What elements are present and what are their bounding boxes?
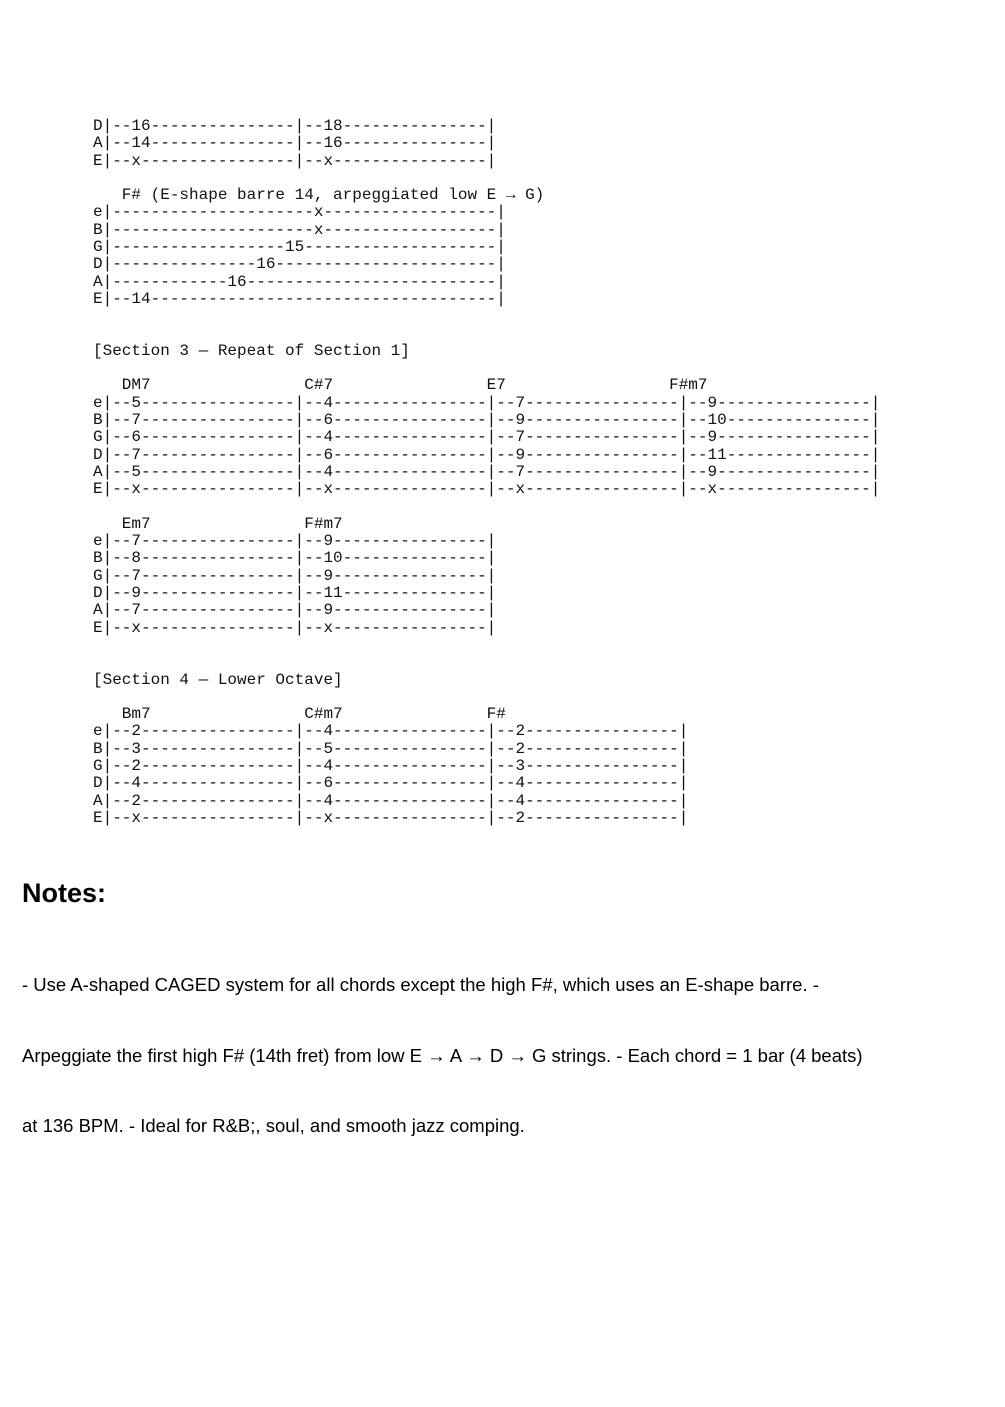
tab-line: B|--3----------------|--5----------------|--2----------------| [93,739,689,758]
tab-line: E|--x----------------|--x----------------| [93,618,497,637]
tab-line: D|--9----------------|--11---------------| [93,584,497,603]
notes-line: - Use A-shaped CAGED system for all chords except the high F#, which uses an E-shape barre. - [22,974,819,995]
tab-line [93,326,880,343]
tab-line [93,499,880,516]
tab-line [93,308,880,325]
tab-line: B|--7----------------|--6----------------|--9----------------|--10---------------| [93,411,881,430]
tab-line: A|--7----------------|--9----------------| [93,601,497,620]
notes-line: Arpeggiate the first high F# (14th fret) from low E → A → D → G strings. - Each chord = 1 bar (4 beats) [22,1044,863,1066]
tab-line [93,170,880,187]
tab-line: G|--6----------------|--4----------------|--7----------------|--9----------------| [93,428,881,447]
tab-line: [Section 3 — Repeat of Section 1] [93,341,410,360]
tab-line: e|---------------------x------------------| [93,203,506,222]
tab-line: e|--7----------------|--9----------------| [93,532,497,551]
guitar-tablature [93,118,880,827]
tab-line: B|---------------------x------------------| [93,220,506,239]
tab-line: E|--x----------------|--x----------------|--x----------------|--x----------------| [93,480,881,499]
tab-line: e|--2----------------|--4----------------|--2----------------| [93,722,689,741]
tab-line: G|--7----------------|--9----------------| [93,566,497,585]
tab-line: G|------------------15--------------------| [93,238,506,257]
tab-line: F# (E-shape barre 14, arpeggiated low E → G) [93,186,545,205]
tab-line: D|--7----------------|--6----------------|--9----------------|--11---------------| [93,445,881,464]
tab-line: [Section 4 — Lower Octave] [93,670,343,689]
tab-line: B|--8----------------|--10---------------| [93,549,497,568]
tab-line: e|--5----------------|--4----------------|--7----------------|--9----------------| [93,393,881,412]
tab-line: G|--2----------------|--4----------------|--3----------------| [93,756,689,775]
tab-line: Bm7 C#m7 F# [93,705,506,724]
tab-line: E|--x----------------|--x----------------|--2----------------| [93,808,689,827]
tab-line: A|--14---------------|--16---------------| [93,134,497,153]
notes-line: at 136 BPM. - Ideal for R&B;, soul, and smooth jazz comping. [22,1115,525,1136]
notes-body [22,926,863,1161]
tab-line [93,654,880,671]
tab-line: Em7 F#m7 [93,514,343,533]
tab-line: D|--16---------------|--18---------------| [93,117,497,135]
tab-line: A|--5----------------|--4----------------|--7----------------|--9----------------| [93,462,881,481]
tab-line: A|--2----------------|--4----------------|--4----------------| [93,791,689,810]
tab-line [93,637,880,654]
tab-line: E|--14------------------------------------| [93,289,506,308]
tab-line [93,360,880,377]
tab-line: E|--x----------------|--x----------------| [93,151,497,170]
notes-heading: Notes: [22,878,107,908]
tab-line: A|------------16--------------------------| [93,272,506,291]
tab-line [93,689,880,706]
tab-line: D|---------------16-----------------------| [93,255,506,274]
tab-line: DM7 C#7 E7 F#m7 [93,376,708,395]
tab-line: D|--4----------------|--6----------------|--4----------------| [93,774,689,793]
